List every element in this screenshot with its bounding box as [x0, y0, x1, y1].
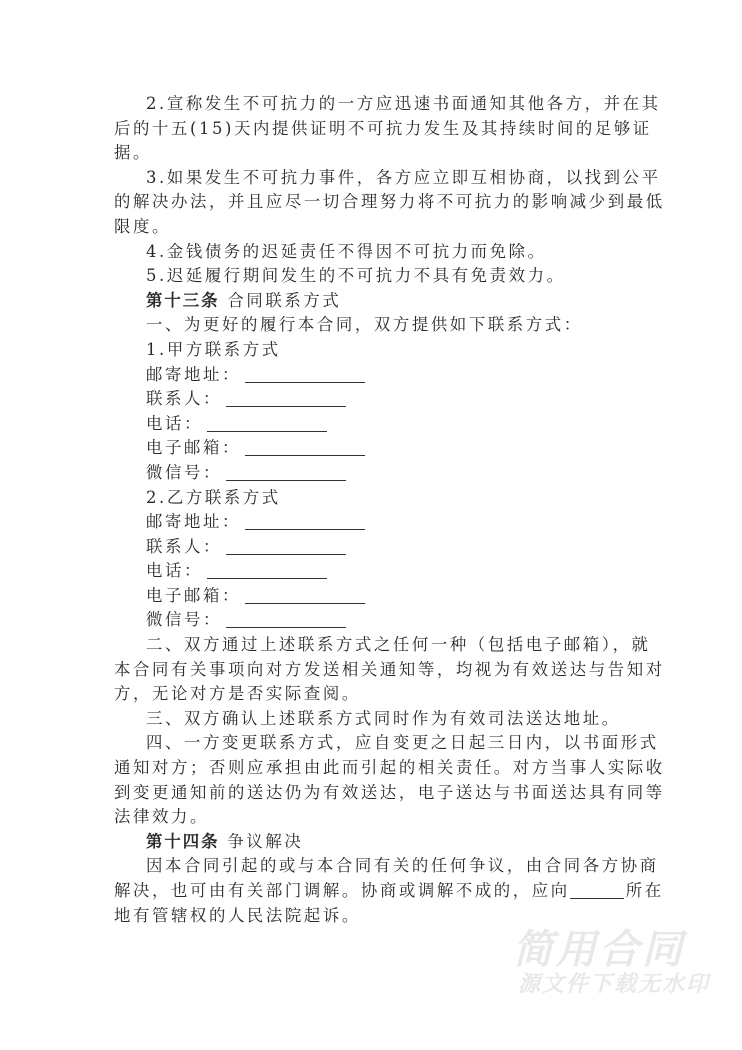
- paragraph-text: 5.迟延履行期间发生的不可抗力不具有免责效力。: [146, 266, 566, 286]
- blank-line[interactable]: [207, 414, 327, 432]
- paragraph-text: 方，无论对方是否实际查阅。: [114, 684, 361, 704]
- field-label: 电子邮箱：: [146, 585, 241, 605]
- article-title: 合同联系方式: [227, 290, 342, 310]
- paragraph-text: 后的十五(15)天内提供证明不可抗力发生及其持续时间的足够证: [114, 118, 652, 138]
- field-label: 电话：: [146, 413, 203, 433]
- blank-line[interactable]: [226, 389, 346, 407]
- paragraph-text: 因本合同引起的或与本合同有关的任何争议，由合同各方协商: [146, 856, 659, 876]
- field-label: 联系人：: [146, 389, 222, 409]
- blank-line[interactable]: [207, 561, 327, 579]
- blank-line[interactable]: [245, 512, 365, 530]
- paragraph-text: 3.如果发生不可抗力事件，各方应立即互相协商，以找到公平: [146, 167, 661, 187]
- paragraph-text: 的解决办法，并且应尽一切合理努力将不可抗力的影响减少到最低: [114, 192, 665, 212]
- blank-line[interactable]: [245, 365, 365, 383]
- party-a-wechat-field: [114, 461, 634, 486]
- document-page: [114, 92, 665, 928]
- paragraph-text: 本合同有关事项向对方发送相关通知等，均视为有效送达与告知对: [114, 659, 665, 679]
- paragraph-text: [114, 879, 664, 904]
- paragraph-text: 四、一方变更联系方式，应自变更之日起三日内，以书面形式: [146, 733, 659, 753]
- field-label: 邮寄地址：: [146, 364, 241, 384]
- party-b-contact-field: [114, 535, 634, 560]
- watermark-brand: 简用合同: [513, 927, 685, 973]
- field-label: 微信号：: [146, 610, 222, 630]
- paragraph-text: 限度。: [114, 216, 171, 236]
- paragraph-text: 据。: [114, 143, 152, 163]
- paragraph-text: 一、为更好的履行本合同，双方提供如下联系方式：: [146, 315, 583, 335]
- blank-line[interactable]: [245, 438, 365, 456]
- watermark-tagline: 源文件下载无水印: [518, 972, 711, 997]
- paragraph-text: 到变更通知前的送达仍为有效送达，电子送达与书面送达具有同等: [114, 782, 665, 802]
- field-label: 电话：: [146, 561, 203, 581]
- blank-line[interactable]: [245, 586, 365, 604]
- field-label: 邮寄地址：: [146, 512, 241, 532]
- article-number: 第十三条: [146, 290, 220, 310]
- paragraph-text: 通知对方；否则应承担由此而引起的相关责任。对方当事人实际收: [114, 758, 665, 778]
- party-a-contact-field: [114, 387, 634, 412]
- paragraph-text: 三、双方确认上述联系方式同时作为有效司法送达地址。: [146, 708, 621, 728]
- paragraph-text-segment: 解决，也可由有关部门调解。协商或调解不成的，应向: [114, 881, 570, 900]
- article-14-heading: [114, 830, 634, 855]
- paragraph-text: 二、双方通过上述联系方式之任何一种（包括电子邮箱），就: [146, 635, 651, 655]
- paragraph-text: 地有管辖权的人民法院起诉。: [114, 905, 361, 925]
- party-b-phone-field: [114, 559, 634, 584]
- paragraph-text: 法律效力。: [114, 807, 209, 827]
- field-label: 微信号：: [146, 462, 222, 482]
- field-label: 联系人：: [146, 536, 222, 556]
- party-b-wechat-field: [114, 608, 634, 633]
- article-title: 争议解决: [227, 831, 304, 851]
- article-13-heading: [114, 289, 634, 314]
- court-blank-line[interactable]: [570, 881, 624, 899]
- party-a-phone-field: [114, 412, 634, 437]
- paragraph-text-segment: 所在: [625, 881, 664, 900]
- paragraph-text: 4.金钱债务的迟延责任不得因不可抗力而免除。: [146, 241, 547, 261]
- party-b-title: 2.乙方联系方式: [146, 487, 281, 507]
- party-a-title: 1.甲方联系方式: [146, 339, 281, 359]
- blank-line[interactable]: [226, 610, 346, 628]
- party-a-email-field: [114, 436, 634, 461]
- party-a-address-field: [114, 363, 634, 388]
- blank-line[interactable]: [226, 537, 346, 555]
- field-label: 电子邮箱：: [146, 438, 241, 458]
- paragraph-text: 2.宣称发生不可抗力的一方应迅速书面通知其他各方，并在其: [146, 94, 661, 113]
- article-number: 第十四条: [146, 831, 220, 851]
- blank-line[interactable]: [226, 463, 346, 481]
- party-b-address-field: [114, 510, 634, 535]
- party-b-email-field: [114, 584, 634, 609]
